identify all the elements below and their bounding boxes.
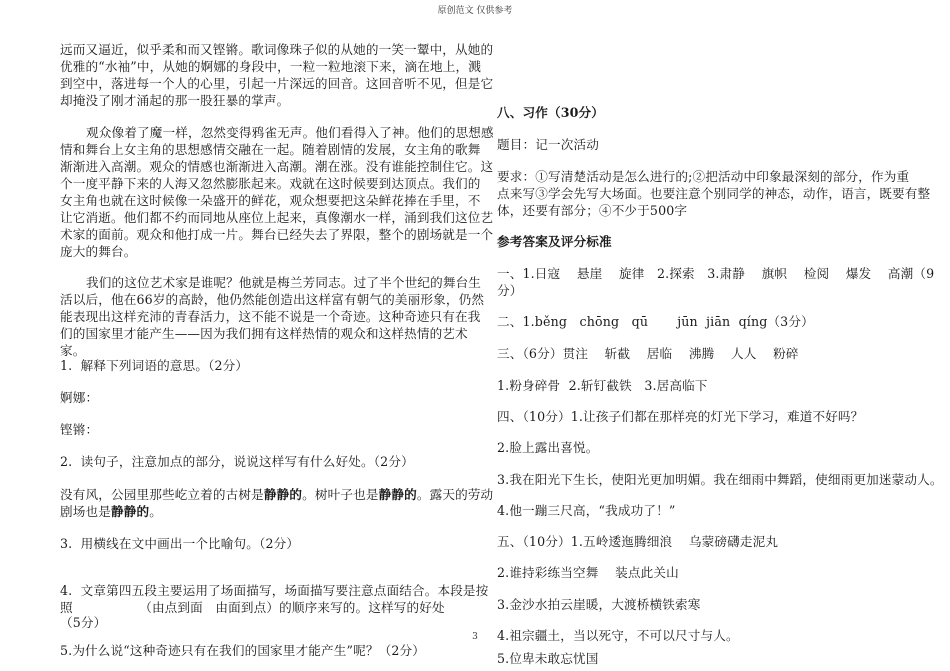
emphasized-word: 静静的	[263, 487, 303, 502]
answer-5-line-4: 4.祖宗疆土，当以死守，不可以尺寸与人。	[497, 628, 739, 643]
answer-5-line-1: 五、（10分）1.五岭逶迤腾细浪 乌蒙磅礴走泥丸	[497, 534, 779, 549]
text-line: 情和舞台上女主角的思想感情交融在一起。随着剧情的发展，女主角的歌舞	[60, 142, 481, 157]
text-line: 庞大的舞台。	[60, 244, 137, 259]
text-line: 们的国家里才能产生——因为我们拥有这样热情的观众和这样热情的艺术	[60, 326, 468, 341]
essay-requirements-line-3: 体，还要有部分；④不少于500字	[497, 203, 688, 218]
answers-title: 参考答案及评分标准	[497, 234, 612, 249]
emphasized-word: 静静的	[110, 504, 150, 519]
answer-2: 二、1.běng chōng qū jūn jiān qíng（3分）	[497, 314, 814, 329]
answer-3-line-2: 1.粉身碎骨 2.斩钉截铁 3.居高临下	[497, 378, 708, 393]
text-line: 到空中，落进每一个人的心里，引起一片深远的回音。这回音听不见，但是它	[60, 76, 494, 91]
answer-4-line-3: 3.我在阳光下生长，使阳光更加明媚。我在细雨中舞蹈，使细雨更加迷蒙动人。	[497, 472, 943, 487]
question-2-sentence-line-1	[60, 486, 493, 503]
question-3: 3. 用横线在文中画出一个比喻句。（2分）	[60, 536, 300, 551]
text-line: 女主角也就在这时候像一朵盛开的鲜花，观众想要把这朵鲜花捧在手里，不	[60, 193, 481, 208]
question-4-line-1: 4. 文章第四五段主要运用了场面描写，场面描写要注意点面结合。本段是按	[60, 583, 489, 598]
text-line: 却掩没了刚才涌起的那一股狂暴的掌声。	[60, 93, 290, 108]
text-line: 家。	[60, 343, 86, 358]
page-number: 3	[472, 632, 478, 642]
essay-requirements-line-1: 要求：①写清楚活动是怎么进行的;②把活动中印象最深刻的部分，作为重	[497, 169, 910, 184]
essay-topic: 题目：记一次活动	[497, 137, 599, 152]
text-line: 观众像着了魔一样，忽然变得鸦雀无声。他们看得入了神。他们的思想感	[86, 125, 494, 140]
answer-1-line-1: 一、1.日寇 悬崖 旋律 2.探索 3.肃静 旗帜 检阅 爆发 高潮（9	[497, 266, 935, 281]
text-segment: 。树叶子也是	[302, 487, 379, 502]
text-line: 渐渐进入高潮。观众的情感也渐渐进入高潮。潮在涨。没有谁能控制住它。这	[60, 159, 494, 174]
answer-5-line-2: 2.谁持彩练当空舞 装点此关山	[497, 565, 679, 580]
answer-3-line-1: 三、（6分）贯注 斩截 居临 沸腾 人人 粉碎	[497, 346, 799, 361]
question-1: 1. 解释下列词语的意思。（2分）	[60, 358, 249, 373]
question-4-line-2: 照 （由点到面 由面到点）的顺序来写的。这样写的好处	[60, 600, 445, 615]
text-segment: 。露天的劳动	[416, 487, 494, 502]
answer-4-line-1: 四、（10分）1.让孩子们都在那样亮的灯光下学习，难道不好吗？	[497, 409, 864, 424]
question-2-sentence-line-2	[60, 503, 162, 520]
question-1-term-b: 铿锵：	[60, 422, 99, 437]
answer-4-line-2: 2.脸上露出喜悦。	[497, 440, 599, 455]
answer-4-line-4: 4.他一蹦三尺高，“我成功了！”	[497, 503, 676, 518]
question-5: 5.为什么说“这种奇迹只有在我们的国家里才能产生”呢？（2分）	[60, 643, 425, 658]
answer-1-line-2: 分）	[497, 283, 523, 298]
answer-5-line-3: 3.金沙水拍云崖暖，大渡桥横铁索寒	[497, 597, 701, 612]
text-segment: 剧场也是	[60, 504, 111, 519]
answer-5-line-5: 5.位卑未敢忘忧国	[497, 651, 599, 666]
text-line: 个一度平静下来的人海又忽然膨胀起来。戏就在这时候要到达顶点。我们的	[60, 176, 481, 191]
text-line: 活以后，他在66岁的高龄，他仍然能创造出这样富有朝气的美丽形象，仍然	[60, 292, 485, 307]
text-line: 远而又逼近，似乎柔和而又铿锵。歌词像珠子似的从她的一笑一颦中，从她的	[60, 42, 494, 57]
text-line: 我们的这位艺术家是谁呢？他就是梅兰芳同志。过了半个世纪的舞台生	[86, 275, 482, 290]
emphasized-word: 静静的	[378, 487, 417, 502]
text-line: 优雅的“水袖”中，从她的婀娜的身段中，一粒一粒地滚下来，滴在地上，溅	[60, 59, 481, 74]
essay-requirements-line-2: 点来写③学会先写大场面。也要注意个别同学的神态，动作，语言，既要有整	[497, 186, 931, 201]
question-4-line-3: （5分）	[60, 615, 107, 630]
text-segment: 没有风，公园里那些屹立着的古树是	[60, 487, 264, 502]
text-line: 让它消逝。他们都不约而同地从座位上起来，真像潮水一样，涌到我们这位艺	[60, 210, 494, 225]
page-header-note: 原创范文 仅供参考	[437, 6, 513, 16]
text-segment: 。	[149, 504, 162, 519]
question-2: 2. 读句子，注意加点的部分，说说这样写有什么好处。（2分）	[60, 454, 414, 469]
text-line: 术家的面前。观众和他打成一片。舞台已经失去了界限，整个的剧场就是一个	[60, 227, 494, 242]
section-8-heading: 八、习作（30分）	[497, 105, 605, 120]
question-1-term-a: 婀娜：	[60, 390, 99, 405]
text-line: 能表现出这样充沛的青春活力，这不能不说是一个奇迹。这种奇迹只有在我	[60, 309, 481, 324]
